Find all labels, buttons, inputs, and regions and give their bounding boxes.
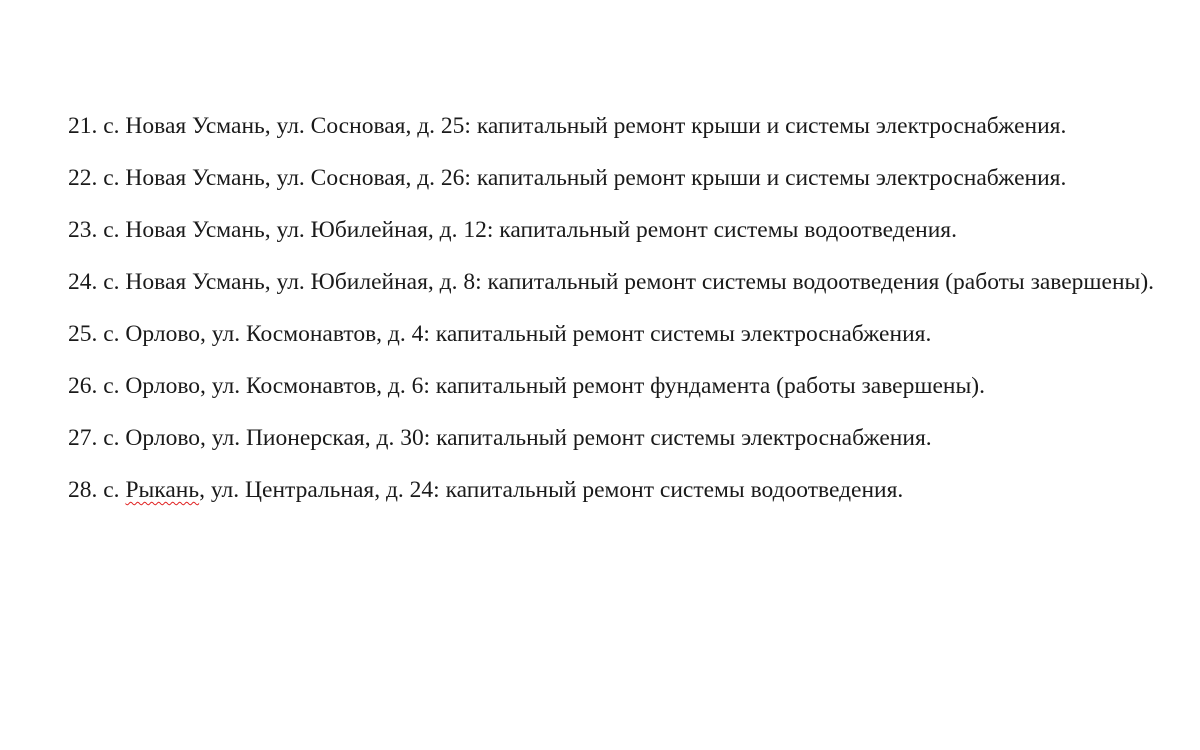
repair-list — [68, 110, 1178, 506]
list-item-text: 22. с. Новая Усмань, ул. Сосновая, д. 26: капитальный ремонт крыши и системы электроснабжения. — [68, 165, 1067, 191]
spelling-error-word[interactable]: Рыкань — [125, 477, 200, 503]
list-item-28[interactable] — [68, 474, 1178, 506]
list-item-text — [68, 477, 903, 503]
list-item-21[interactable] — [68, 110, 1178, 142]
list-item-25[interactable] — [68, 318, 1178, 350]
list-item-24[interactable] — [68, 266, 1178, 298]
list-item-suffix: , ул. Центральная, д. 24: капитальный ремонт системы водоотведения. — [199, 477, 904, 503]
list-item-text: 26. с. Орлово, ул. Космонавтов, д. 6: капитальный ремонт фундамента (работы завершены). — [68, 373, 985, 399]
list-item-text: 24. с. Новая Усмань, ул. Юбилейная, д. 8: капитальный ремонт системы водоотведения (работы завершены). — [68, 269, 1155, 295]
list-item-22[interactable] — [68, 162, 1178, 194]
list-item-prefix: 28. с. — [68, 477, 126, 503]
list-item-27[interactable] — [68, 422, 1178, 454]
list-item-26[interactable] — [68, 370, 1178, 402]
list-item-text: 25. с. Орлово, ул. Космонавтов, д. 4: капитальный ремонт системы электроснабжения. — [68, 321, 932, 347]
list-item-text: 21. с. Новая Усмань, ул. Сосновая, д. 25: капитальный ремонт крыши и системы электроснабжения. — [68, 113, 1067, 139]
list-item-text: 23. с. Новая Усмань, ул. Юбилейная, д. 12: капитальный ремонт системы водоотведения. — [68, 217, 957, 243]
list-item-text: 27. с. Орлово, ул. Пионерская, д. 30: капитальный ремонт системы электроснабжения. — [68, 425, 932, 451]
list-item-23[interactable] — [68, 214, 1178, 246]
